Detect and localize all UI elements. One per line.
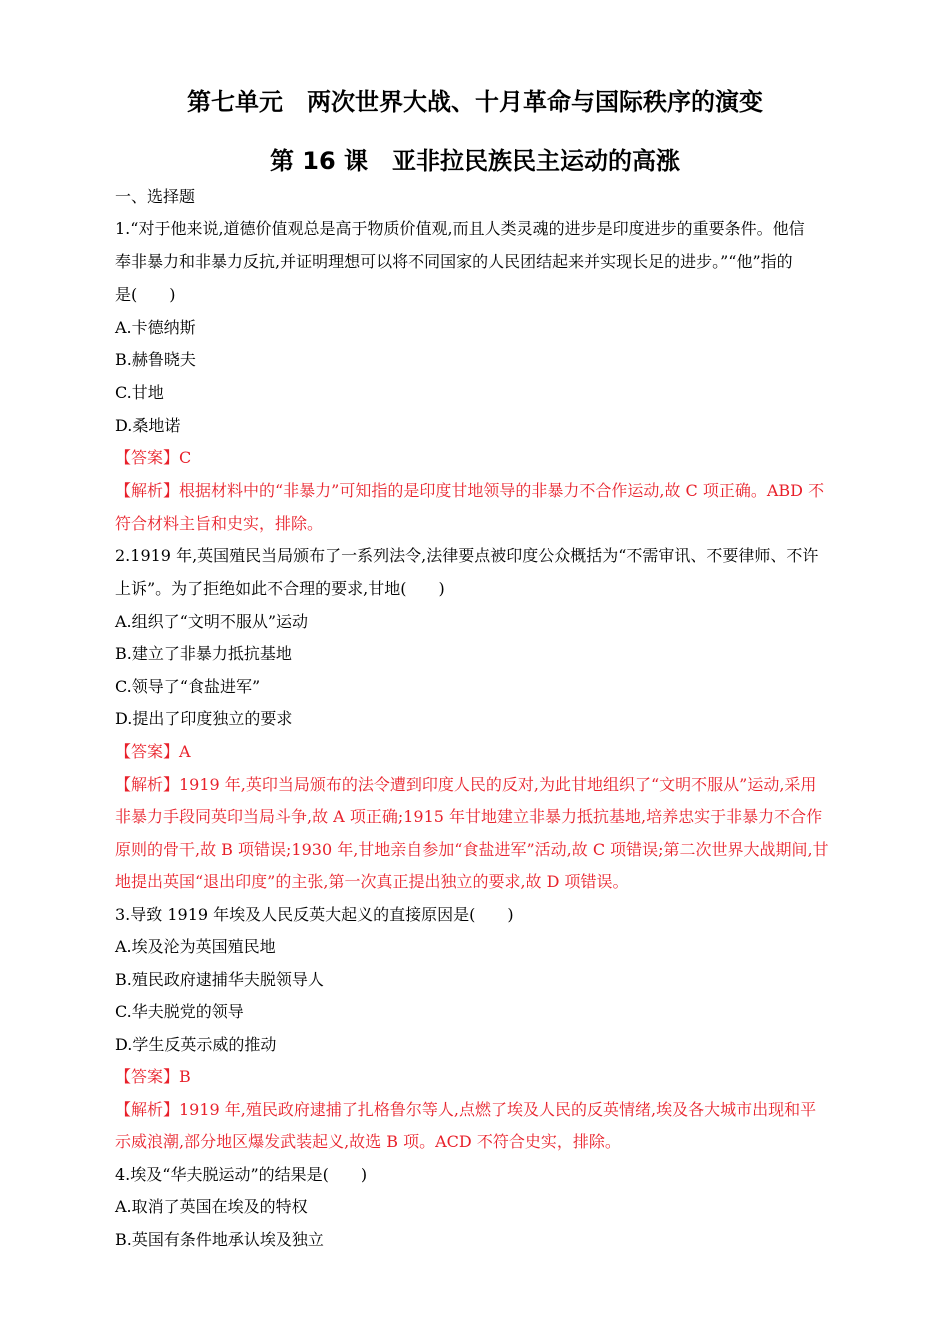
question-4-option-b: B.英国有条件地承认埃及独立 xyxy=(115,1230,324,1249)
question-1-option-b: B.赫鲁晓夫 xyxy=(115,350,196,369)
question-1-analysis-line-2: 符合材料主旨和史实，排除。 xyxy=(115,514,324,533)
question-2-analysis-line-1: 【解析】1919 年,英印当局颁布的法令遭到印度人民的反对,为此甘地组织了“文明不服从”运动,采用 xyxy=(115,775,817,794)
question-2-option-d: D.提出了印度独立的要求 xyxy=(115,709,293,728)
question-1-option-a: A.卡德纳斯 xyxy=(115,318,196,337)
question-4-stem-line-1: 4.埃及“华夫脱运动”的结果是( ) xyxy=(115,1165,368,1184)
question-2-stem-line-1: 2.1919 年,英国殖民当局颁布了一系列法令,法律要点被印度公众概括为“不需审讯、不要律师、不许 xyxy=(115,546,819,565)
question-3-option-d: D.学生反英示威的推动 xyxy=(115,1035,277,1054)
question-3-option-b: B.殖民政府逮捕华夫脱领导人 xyxy=(115,970,324,989)
question-2-analysis-line-2: 非暴力手段同英印当局斗争,故 A 项正确;1915 年甘地建立非暴力抵抗基地,培养忠实于非暴力不合作 xyxy=(115,807,823,826)
question-3-answer: 【答案】B xyxy=(115,1067,191,1086)
question-2-option-b: B.建立了非暴力抵抗基地 xyxy=(115,644,292,663)
unit-title: 第七单元 两次世界大战、十月革命与国际秩序的演变 xyxy=(187,88,763,116)
question-4-option-a: A.取消了英国在埃及的特权 xyxy=(115,1197,308,1216)
question-3-stem-line-1: 3.导致 1919 年埃及人民反英大起义的直接原因是( ) xyxy=(115,905,514,924)
question-2-answer: 【答案】A xyxy=(115,742,191,761)
question-1-stem-line-1: 1.“对于他来说,道德价值观总是高于物质价值观,而且人类灵魂的进步是印度进步的重要条件。他信 xyxy=(115,219,805,238)
question-2-stem-line-2: 上诉”。为了拒绝如此不合理的要求,甘地( ) xyxy=(115,579,445,598)
question-3-option-a: A.埃及沦为英国殖民地 xyxy=(115,937,276,956)
question-2-analysis-line-3: 原则的骨干,故 B 项错误;1930 年,甘地亲自参加“食盐进军”活动,故 C 项错误;第二次世界大战期间,甘 xyxy=(115,840,829,859)
question-2-option-c: C.领导了“食盐进军” xyxy=(115,677,261,696)
question-1-answer: 【答案】C xyxy=(115,448,192,467)
question-1-stem-line-3: 是( ) xyxy=(115,285,176,304)
question-3-analysis-line-2: 示威浪潮,部分地区爆发武装起义,故选 B 项。ACD 不符合史实，排除。 xyxy=(115,1132,621,1151)
question-3-option-c: C.华夫脱党的领导 xyxy=(115,1002,244,1021)
question-1-analysis-line-1: 【解析】根据材料中的“非暴力”可知指的是印度甘地领导的非暴力不合作运动,故 C 项正确。ABD 不 xyxy=(115,481,825,500)
question-3-analysis-line-1: 【解析】1919 年,殖民政府逮捕了扎格鲁尔等人,点燃了埃及人民的反英情绪,埃及各大城市出现和平 xyxy=(115,1100,817,1119)
question-1-option-c: C.甘地 xyxy=(115,383,164,402)
question-2-option-a: A.组织了“文明不服从”运动 xyxy=(115,612,309,631)
question-2-analysis-line-4: 地提出英国“退出印度”的主张,第一次真正提出独立的要求,故 D 项错误。 xyxy=(115,872,629,891)
question-1-option-d: D.桑地诺 xyxy=(115,416,181,435)
question-1-stem-line-2: 奉非暴力和非暴力反抗,并证明理想可以将不同国家的人民团结起来并实现长足的进步。”“他”指的 xyxy=(115,252,793,271)
lesson-title: 第 16 课 亚非拉民族民主运动的高涨 xyxy=(269,147,681,175)
section-heading: 一、选择题 xyxy=(115,187,196,206)
